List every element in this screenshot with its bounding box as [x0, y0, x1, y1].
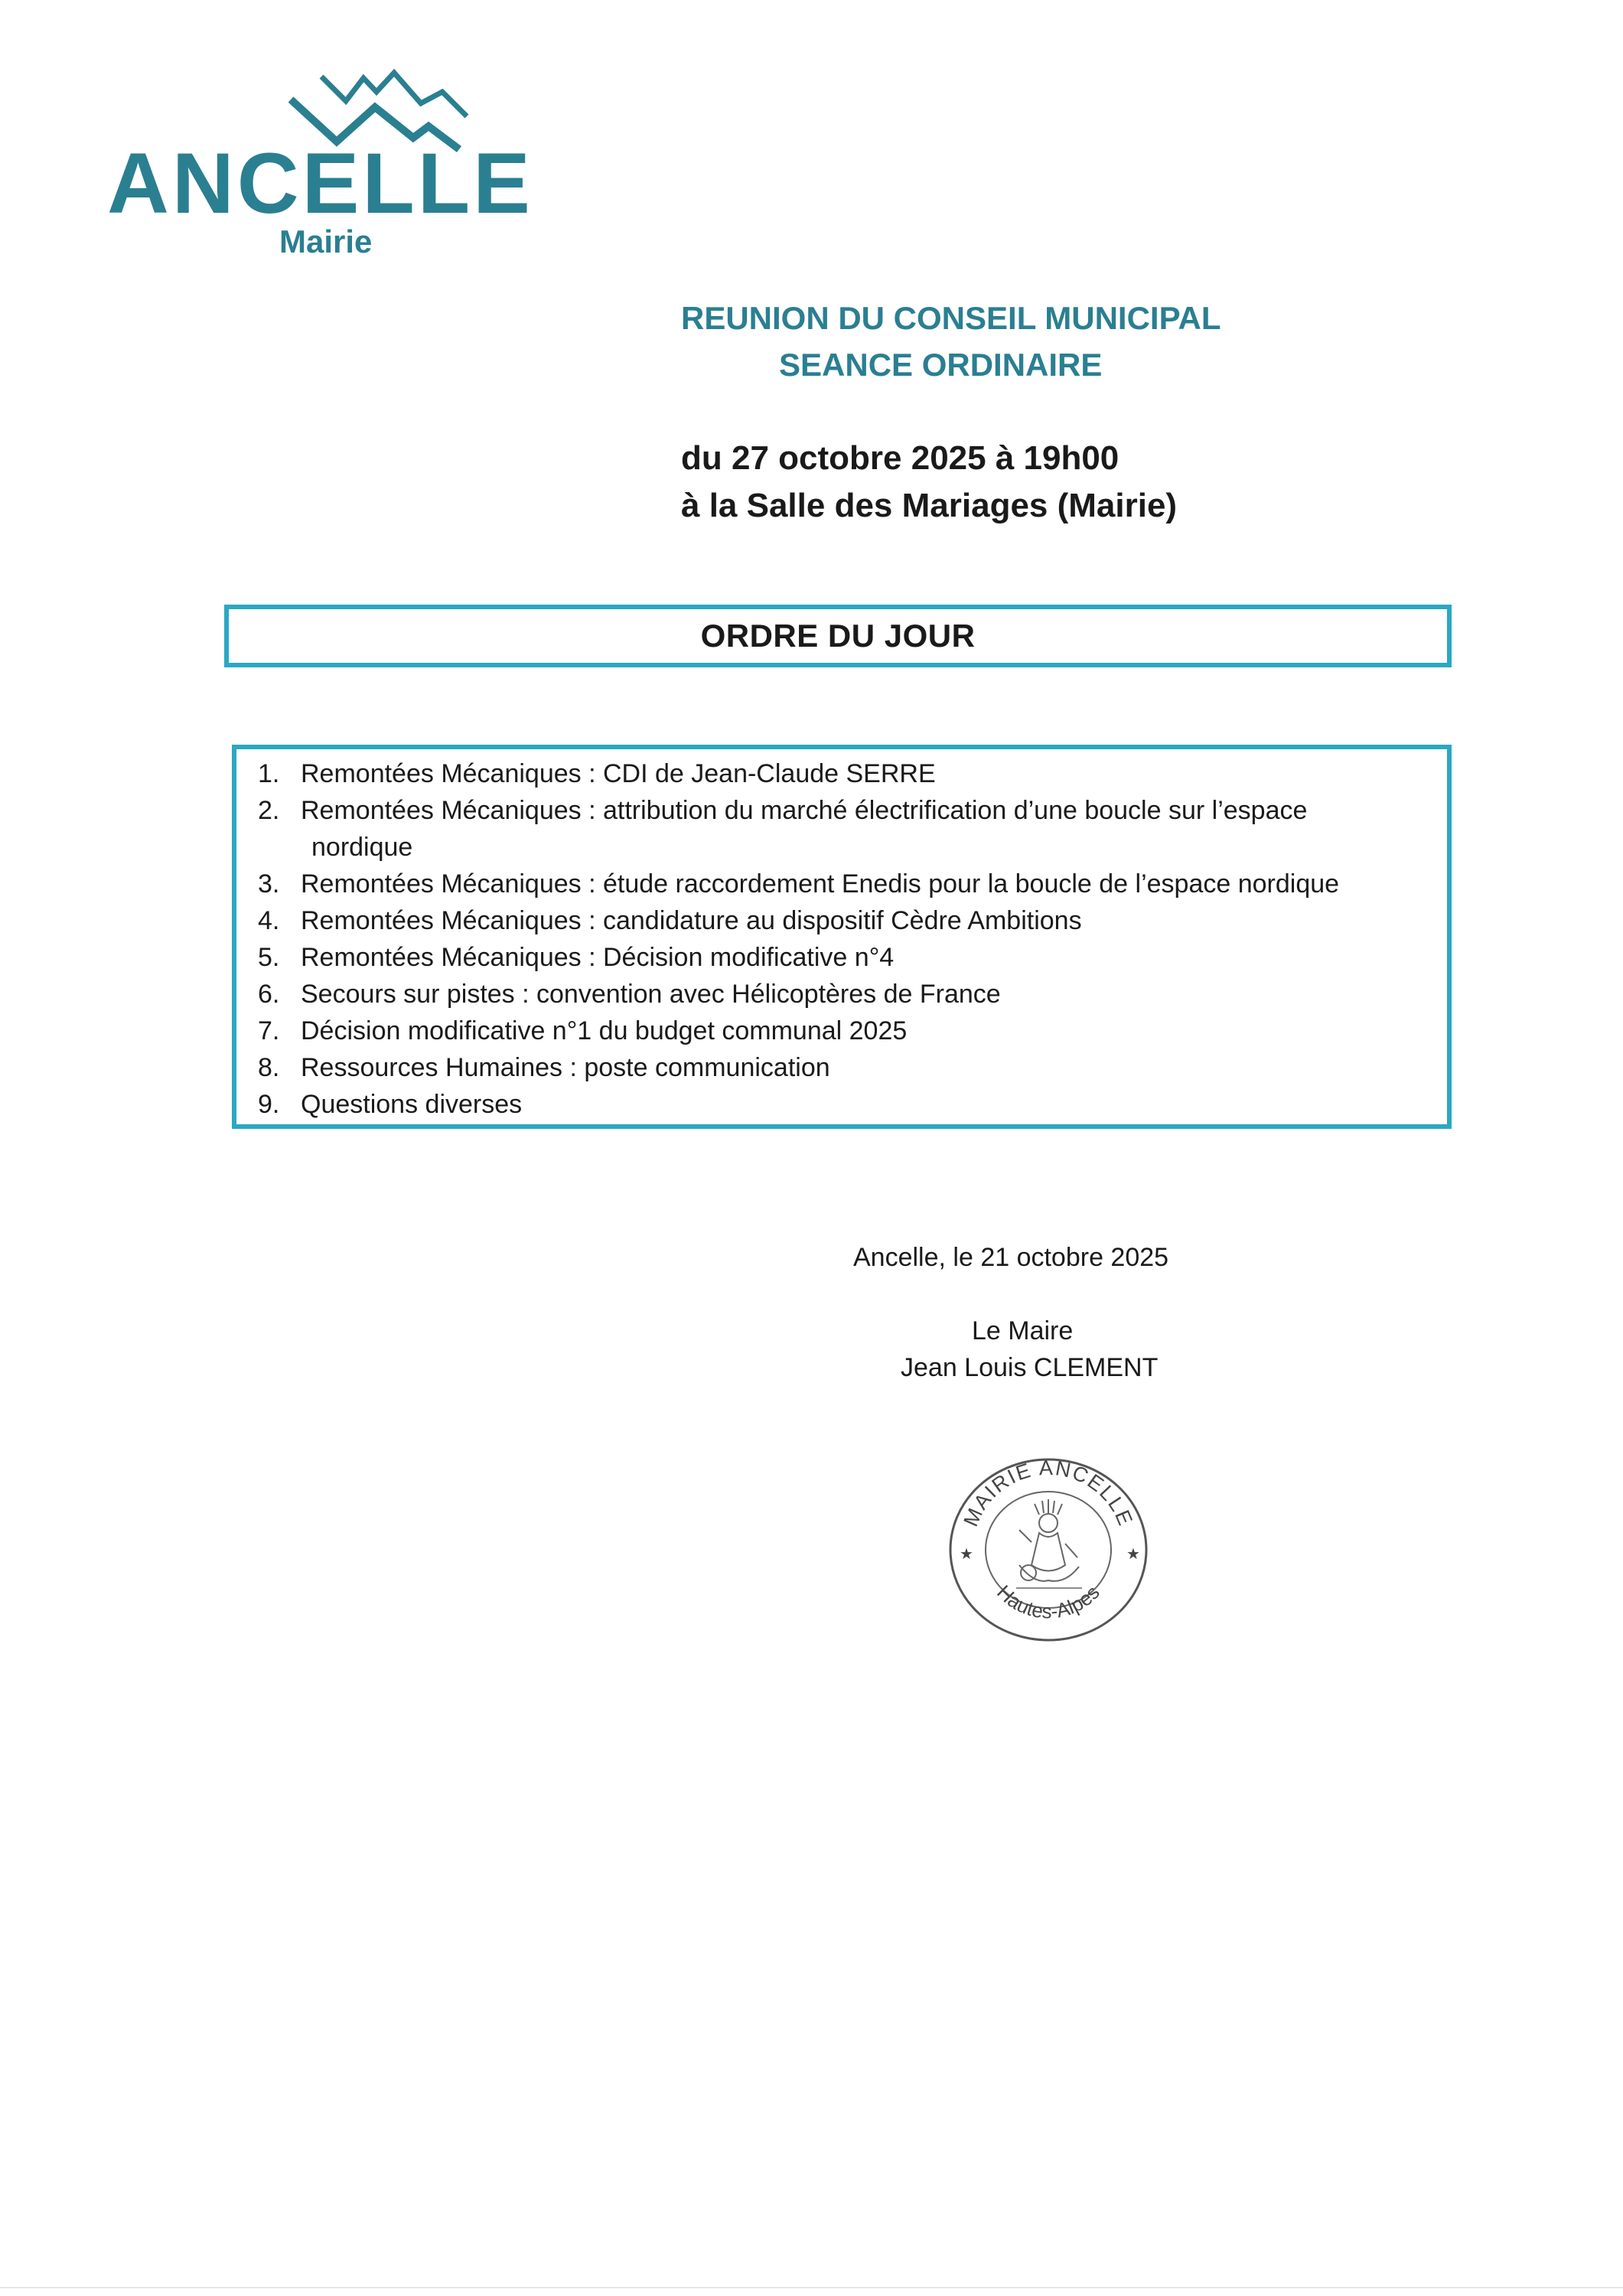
- agenda-item-4: [258, 902, 1430, 939]
- agenda-item-2: [258, 792, 1430, 866]
- svg-text:MAIRIE ANCELLE: MAIRIE ANCELLE: [959, 1456, 1138, 1530]
- agenda-item-number: 6.: [258, 980, 280, 1009]
- agenda-item-text: Remontées Mécaniques : candidature au dispositif Cèdre Ambitions: [301, 906, 1082, 935]
- agenda-item-3: [258, 866, 1430, 902]
- page-bottom-edge: [0, 2287, 1623, 2288]
- meeting-title: REUNION DU CONSEIL MUNICIPAL: [681, 300, 1221, 336]
- svg-text:★: ★: [960, 1544, 973, 1563]
- agenda-item-text: Remontées Mécaniques : étude raccordement Enedis pour la boucle de l’espace nordique: [301, 869, 1340, 899]
- agenda-list: [258, 755, 1430, 1123]
- agenda-item-text: Remontées Mécaniques : CDI de Jean-Claude SERRE: [301, 759, 936, 788]
- agenda-item-text: Secours sur pistes : convention avec Hélicoptères de France: [301, 980, 1001, 1009]
- agenda-item-number: 3.: [258, 869, 280, 899]
- agenda-heading: ORDRE DU JOUR: [700, 618, 976, 654]
- meeting-subtitle: SEANCE ORDINAIRE: [779, 347, 1103, 383]
- agenda-item-6: [258, 976, 1430, 1013]
- official-stamp: [943, 1450, 1154, 1649]
- svg-text:Hautes-Alpes: Hautes-Alpes: [992, 1580, 1104, 1623]
- agenda-item-continuation: nordique: [311, 833, 413, 862]
- signature-name: Jean Louis CLEMENT: [901, 1353, 1159, 1382]
- agenda-item-text: Remontées Mécaniques : Décision modificative n°4: [301, 943, 895, 972]
- meeting-date: du 27 octobre 2025 à 19h00: [681, 439, 1119, 477]
- agenda-box: [232, 745, 1452, 1129]
- signature-role: Le Maire: [972, 1316, 1074, 1345]
- agenda-item-text-line: Remontées Mécaniques : attribution du marché électrification d’une boucle sur l’espace: [301, 796, 1308, 825]
- agenda-item-number: 7.: [258, 1016, 280, 1045]
- svg-text:★: ★: [1126, 1544, 1140, 1563]
- marianne-seal-icon: [943, 1450, 1154, 1649]
- agenda-item-number: 4.: [258, 906, 280, 935]
- agenda-item-number: 5.: [258, 943, 280, 972]
- agenda-item-text: Ressources Humaines : poste communication: [301, 1053, 830, 1082]
- ancelle-logo: [99, 61, 574, 268]
- meeting-place: à la Salle des Mariages (Mairie): [681, 487, 1178, 524]
- agenda-item-7: [258, 1013, 1430, 1049]
- agenda-item-number: 9.: [258, 1090, 280, 1119]
- agenda-item-9: [258, 1086, 1430, 1123]
- logo-subtitle: Mairie: [279, 223, 373, 259]
- agenda-item-5: [258, 939, 1430, 976]
- agenda-item-1: [258, 755, 1430, 792]
- agenda-item-number: 1.: [258, 759, 280, 788]
- agenda-item-number: 2.: [258, 796, 280, 825]
- agenda-item-8: [258, 1049, 1430, 1086]
- logo-wordmark: ANCELLE: [107, 135, 533, 231]
- agenda-heading-box: [224, 605, 1452, 667]
- agenda-item-text: Décision modificative n°1 du budget communal 2025: [301, 1016, 908, 1045]
- mountain-logo-icon: [99, 61, 574, 268]
- agenda-item-number: 8.: [258, 1053, 280, 1082]
- agenda-item-text: [301, 792, 1430, 829]
- agenda-item-text: Questions diverses: [301, 1090, 523, 1119]
- signature-place-date: Ancelle, le 21 octobre 2025: [853, 1243, 1169, 1272]
